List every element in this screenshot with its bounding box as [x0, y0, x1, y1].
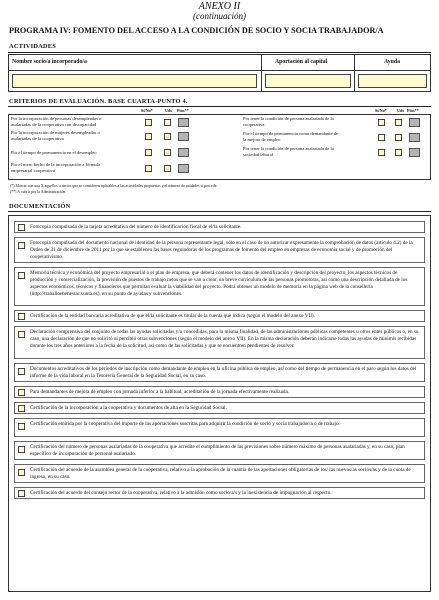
doc-text: Memoria técnica y económica del proyecto empresarial o el plan de empresa, que deberá contener los datos de identificación y descripción del proyecto, los aspectos técnicos de producción y comercialización, la previsión de puestos de trabajo netos que se van a crear, un breve curriculum de las personas promotoras, así como una descripción detallada de los aspectos económicos, técnicos y financieros que permitan evaluar la viabilidad del proyecto. Podrá obtener un modelo de memoria en la página web de la consellería (http://traballoebenestar.xunta.es), en su punto de ayudas y subvenciones.	[30, 270, 408, 298]
doc-text: Certificación de la entidad bancaria acreditativa de que el/la solicitante es titular de la cuenta que indica (según el modelo del anexo VII).	[30, 313, 315, 319]
programa-heading: PROGRAMA IV: FOMENTO DEL ACCESO A LA CONDICIÓN DE SOCIO Y SOCIA TRABAJADOR/A	[9, 26, 384, 35]
col-nombre-header: Nombre socio/a incorporado/a	[12, 59, 87, 65]
doc-checkbox[interactable]	[18, 446, 25, 453]
nombre-field[interactable]	[12, 74, 257, 88]
criterio-uds-checkbox[interactable]	[395, 119, 402, 126]
doc-item	[14, 418, 425, 437]
criterios-box	[8, 108, 431, 180]
doc-item	[14, 464, 425, 483]
doc-checkbox[interactable]	[18, 331, 25, 338]
actividades-table	[8, 54, 431, 92]
col-si-header: Sí/No*	[141, 108, 153, 113]
doc-item	[14, 441, 425, 460]
criterio-uds-checkbox[interactable]	[395, 134, 402, 141]
criterio-uds-checkbox[interactable]	[164, 119, 171, 126]
documentacion-rule	[8, 211, 431, 212]
criterio-label: Por el tiempo de permanencia como demandante de la mejora de empleo	[243, 131, 339, 142]
criterio-ptos-box	[409, 148, 420, 157]
doc-text: Documentos acreditativos de los períodos de inscripción como demandante de empleo en la oficina pública de empleo, así como del tiempo de permanencia en el paro según los datos del informe de la vida laboral en la Tesorería General de la Seguridad Social, en su caso.	[30, 366, 417, 380]
doc-checkbox[interactable]	[18, 272, 25, 279]
col-divider	[261, 55, 262, 91]
doc-text: Para demandantes de mejora de empleo con jornada inferior a la habitual, acreditación de la jornada efectivamente realizada.	[30, 389, 290, 395]
documentacion-title: DOCUMENTACIÓN	[9, 203, 71, 210]
criterio-si-checkbox[interactable]	[378, 149, 385, 156]
doc-checkbox[interactable]	[18, 405, 25, 412]
doc-text: Certificación del número de personas asalariadas de la cooperativa que acredite el cumplimiento de las previsiones sobre número máximo de personas asalariadas y, en su caso, plan específico de incorporación de personal asalariado.	[30, 444, 405, 458]
criterio-uds-checkbox[interactable]	[164, 133, 171, 140]
criterio-si-checkbox[interactable]	[145, 119, 152, 126]
doc-checkbox[interactable]	[18, 313, 25, 320]
actividades-rule	[8, 52, 431, 53]
col-ptos-header: Ptos**	[177, 108, 189, 113]
criterio-label: Por tener la condición de persona asalariada de la cooperativa	[243, 116, 334, 127]
criterios-note-1: (*) Marcar con una X aquellos criterios que se consideren aplicables a las actividades propuestas y el número de unidades si procede.	[10, 184, 218, 188]
criterio-ptos-box	[178, 148, 189, 157]
doc-item	[14, 221, 425, 233]
header-divider	[9, 70, 430, 71]
criterio-ptos-box	[409, 133, 420, 142]
criterio-label: Por la incorporación de mujeres desempleadas o asalariadas de la cooperativa	[11, 130, 100, 141]
doc-checkbox[interactable]	[18, 224, 25, 231]
aportacion-field[interactable]	[265, 74, 351, 88]
doc-item	[14, 267, 425, 306]
doc-checkbox[interactable]	[18, 490, 25, 497]
doc-checkbox[interactable]	[18, 389, 25, 396]
doc-item	[14, 363, 425, 382]
col-si-header: Sí/No*	[375, 108, 387, 113]
doc-item	[14, 310, 425, 322]
criterio-label: Por tener la condición de persona asalariada de la sociedad laboral	[243, 146, 334, 157]
criterio-label: Por la incorporación de personas desempleadas o asalariadas de la cooperativa con discapacidad	[11, 116, 102, 127]
col-uds-header: Uds	[165, 108, 172, 113]
doc-checkbox[interactable]	[18, 368, 25, 375]
actividades-title: ACTIVIDADES	[9, 43, 56, 50]
doc-text: Certificación del acuerdo de la asamblea general de la cooperativa, relativo a la aprobación de la cuantía de las aportaciones obligatorias de los/ las nuevos/as socios/as y de la cuota de ingreso, en su caso.	[30, 467, 411, 481]
criterio-ptos-box	[178, 164, 189, 173]
doc-item	[14, 326, 425, 359]
doc-checkbox[interactable]	[18, 469, 25, 476]
criterios-rule	[8, 106, 431, 107]
anexo-title: ANEXO II	[198, 1, 241, 12]
doc-text: Certificación emitida por la cooperativa del importe de las aportaciones suscritas para adquirir la condición de socio y socia trabajador/a o de trabajo.	[30, 421, 340, 427]
criterio-si-checkbox[interactable]	[378, 134, 385, 141]
doc-text: Fotocopia compulsada de la tarjeta acreditativa del número de identificación fiscal de el/la solicitante.	[30, 224, 242, 230]
doc-text: Certificación de la incorporación a la cooperativa y documentos de alta en la Seguridad Social.	[30, 405, 227, 411]
criterio-uds-checkbox[interactable]	[164, 165, 171, 172]
col-divider	[354, 55, 355, 91]
col-ayuda-header: Ayuda	[384, 59, 401, 65]
criterio-label: Por el tiempo de permanencia en el desempleo	[11, 150, 97, 155]
criterios-title: CRITERIOS DE EVALUACIÓN. BASE CUARTA-PUNTO 4.	[9, 98, 188, 105]
doc-text: Certificación del acuerdo del consejo rector de la cooperativa, relativo a la admisión como socio/a/s y la inexistencia de impugnación al respecto.	[30, 490, 332, 496]
criterios-note-2: (**) A cubrir por la Administración.	[10, 190, 66, 194]
criterio-si-checkbox[interactable]	[145, 165, 152, 172]
doc-text: Fotocopia compulsada del documento nacional de identidad de la persona representante legal, sólo en el caso de no autorizar expresamente la comprobación de datos (artículo 4.2) de la Orden de 31 de diciembre de 2011 por la que se establecen las bases reguladoras de los programas de fomento del empleo en empresas de economía social y de promoción del cooperativismo.	[30, 240, 413, 261]
criterio-uds-checkbox[interactable]	[395, 149, 402, 156]
criterio-ptos-box	[178, 118, 189, 127]
criterio-ptos-box	[178, 132, 189, 141]
ayuda-field[interactable]	[358, 74, 427, 88]
continuacion-subtitle: (continuación)	[193, 11, 246, 21]
doc-item	[14, 386, 425, 398]
criterio-label: Por el mero hecho de la incorporación a fórmula empresarial cooperativa	[11, 162, 101, 173]
doc-checkbox[interactable]	[18, 242, 25, 249]
doc-item	[14, 402, 425, 414]
col-uds-header: Uds	[397, 108, 404, 113]
doc-item	[14, 237, 425, 263]
criterio-ptos-box	[409, 118, 420, 127]
documentacion-box	[8, 215, 431, 592]
col-aportacion-header: Aportación al capital	[275, 59, 328, 65]
doc-checkbox[interactable]	[18, 423, 25, 430]
criterio-uds-checkbox[interactable]	[164, 149, 171, 156]
doc-item	[14, 487, 425, 499]
col-ptos-header: Ptos**	[407, 108, 419, 113]
criterio-si-checkbox[interactable]	[145, 133, 152, 140]
criterio-si-checkbox[interactable]	[378, 119, 385, 126]
doc-text: Declaración comprensiva del conjunto de todas las ayudas solicitadas y/o concedidas, para la misma finalidad, de las administraciones públicas competentes u otros entes públicos o, en su caso, una declaración de que no solicitó ni percibió otras subvenciones (según el modelo del anexo VII). En la misma declaración deberán indicarse todas las ayudas de minimis recibidas durante los tres años anteriores a la fecha de la solicitud, así como de las solicitadas y que se encuentren pendientes de resolver.	[30, 329, 419, 350]
criterio-si-checkbox[interactable]	[145, 149, 152, 156]
